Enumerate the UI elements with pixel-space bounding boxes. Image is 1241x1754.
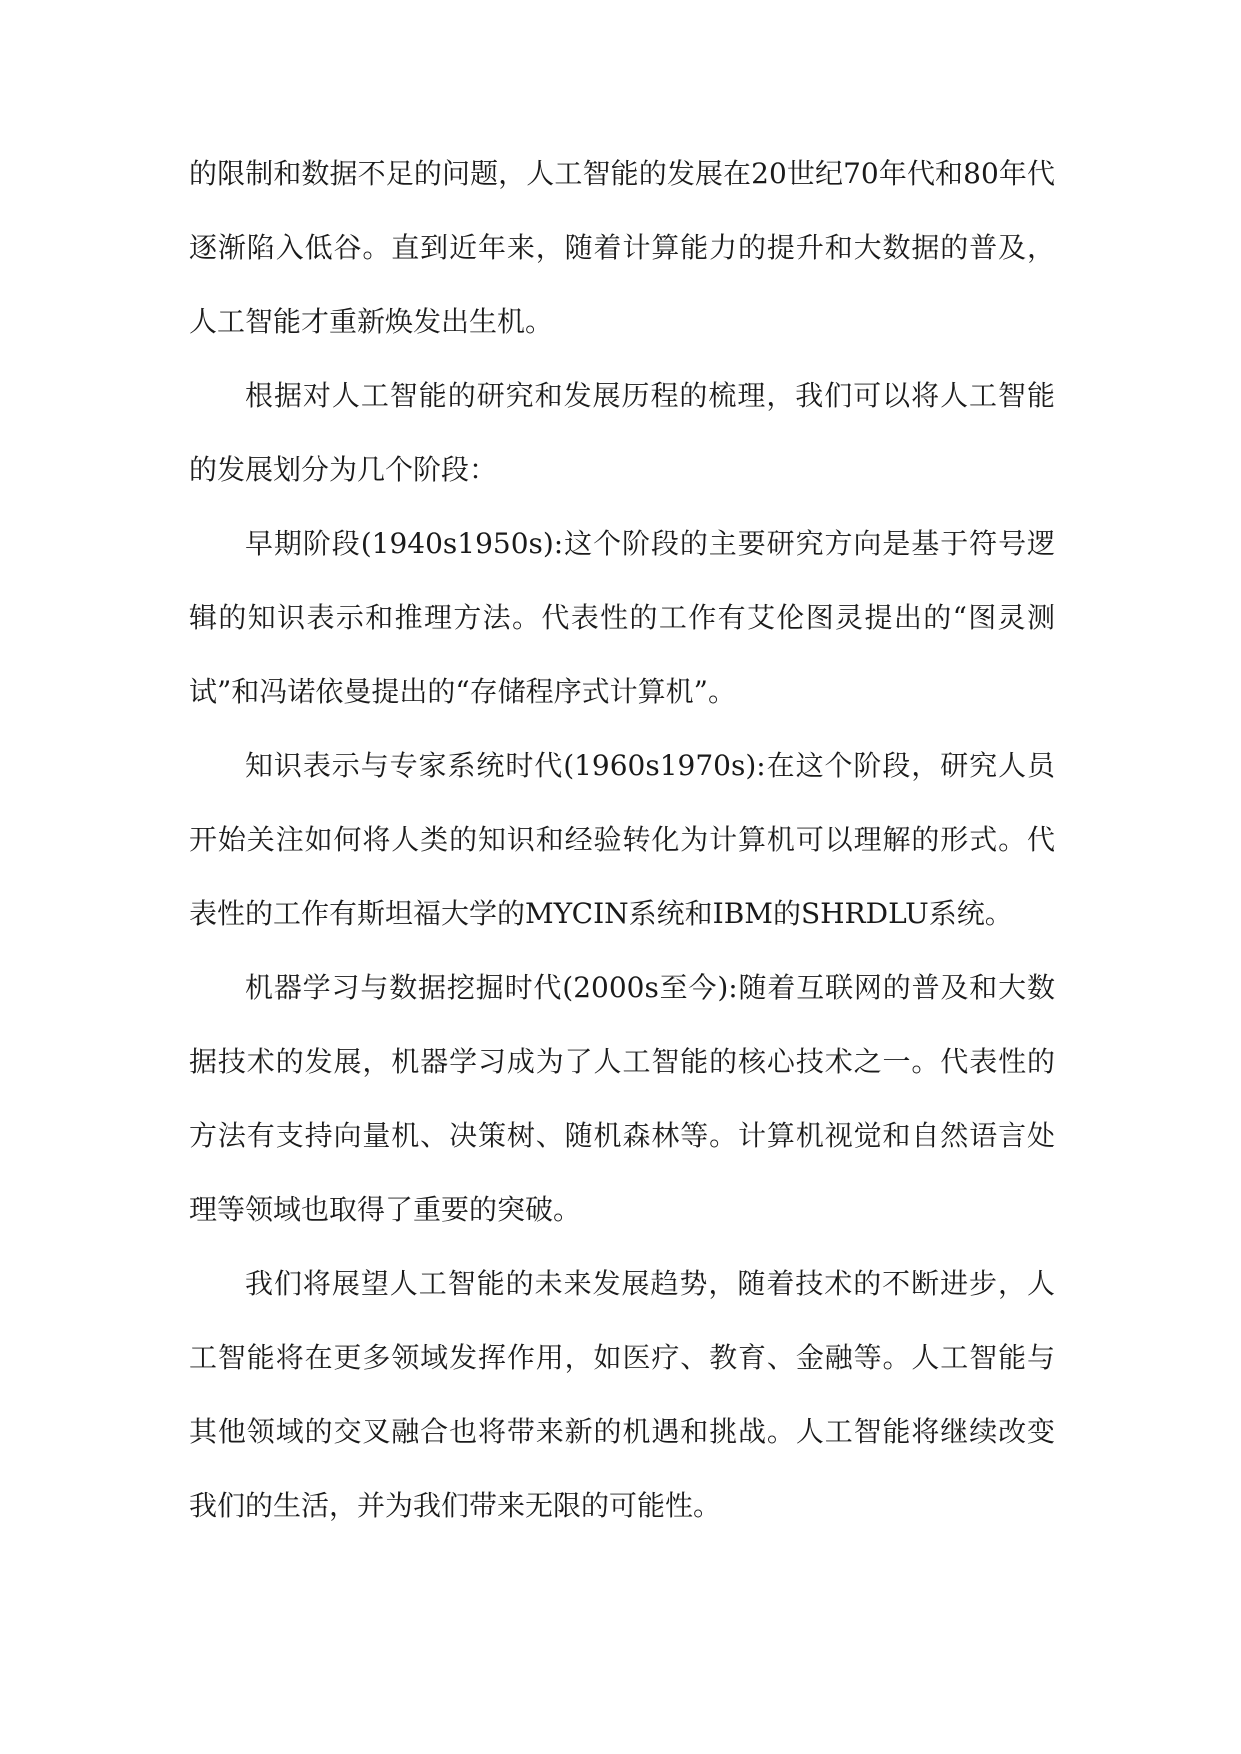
paragraph-expert-systems: 知识表示与专家系统时代(1960s1970s):在这个阶段，研究人员开始关注如何将人类的知识和经验转化为计算机可以理解的形式。代表性的工作有斯坦福大学的MYCIN系统和IBM的SHRDLU系统。 xyxy=(189,749,1055,930)
paragraph-future-outlook: 我们将展望人工智能的未来发展趋势，随着技术的不断进步，人工智能将在更多领域发挥作用，如医疗、教育、金融等。人工智能与其他领域的交叉融合也将带来新的机遇和挑战。人工智能将继续改变我们的生活，并为我们带来无限的可能性。 xyxy=(189,1267,1055,1522)
paragraph-stages-intro: 根据对人工智能的研究和发展历程的梳理，我们可以将人工智能的发展划分为几个阶段： xyxy=(189,379,1055,486)
paragraph-continuation: 的限制和数据不足的问题，人工智能的发展在20世纪70年代和80年代逐渐陷入低谷。直到近年来，随着计算能力的提升和大数据的普及，人工智能才重新焕发出生机。 xyxy=(189,157,1055,338)
paragraph-early-stage: 早期阶段(1940s1950s):这个阶段的主要研究方向是基于符号逻辑的知识表示和推理方法。代表性的工作有艾伦图灵提出的“图灵测试”和冯诺依曼提出的“存储程序式计算机”。 xyxy=(189,527,1055,708)
paragraph-machine-learning: 机器学习与数据挖掘时代(2000s至今):随着互联网的普及和大数据技术的发展，机器学习成为了人工智能的核心技术之一。代表性的方法有支持向量机、决策树、随机森林等。计算机视觉和自然语言处理等领域也取得了重要的突破。 xyxy=(189,971,1055,1226)
document-body xyxy=(189,137,1055,1543)
